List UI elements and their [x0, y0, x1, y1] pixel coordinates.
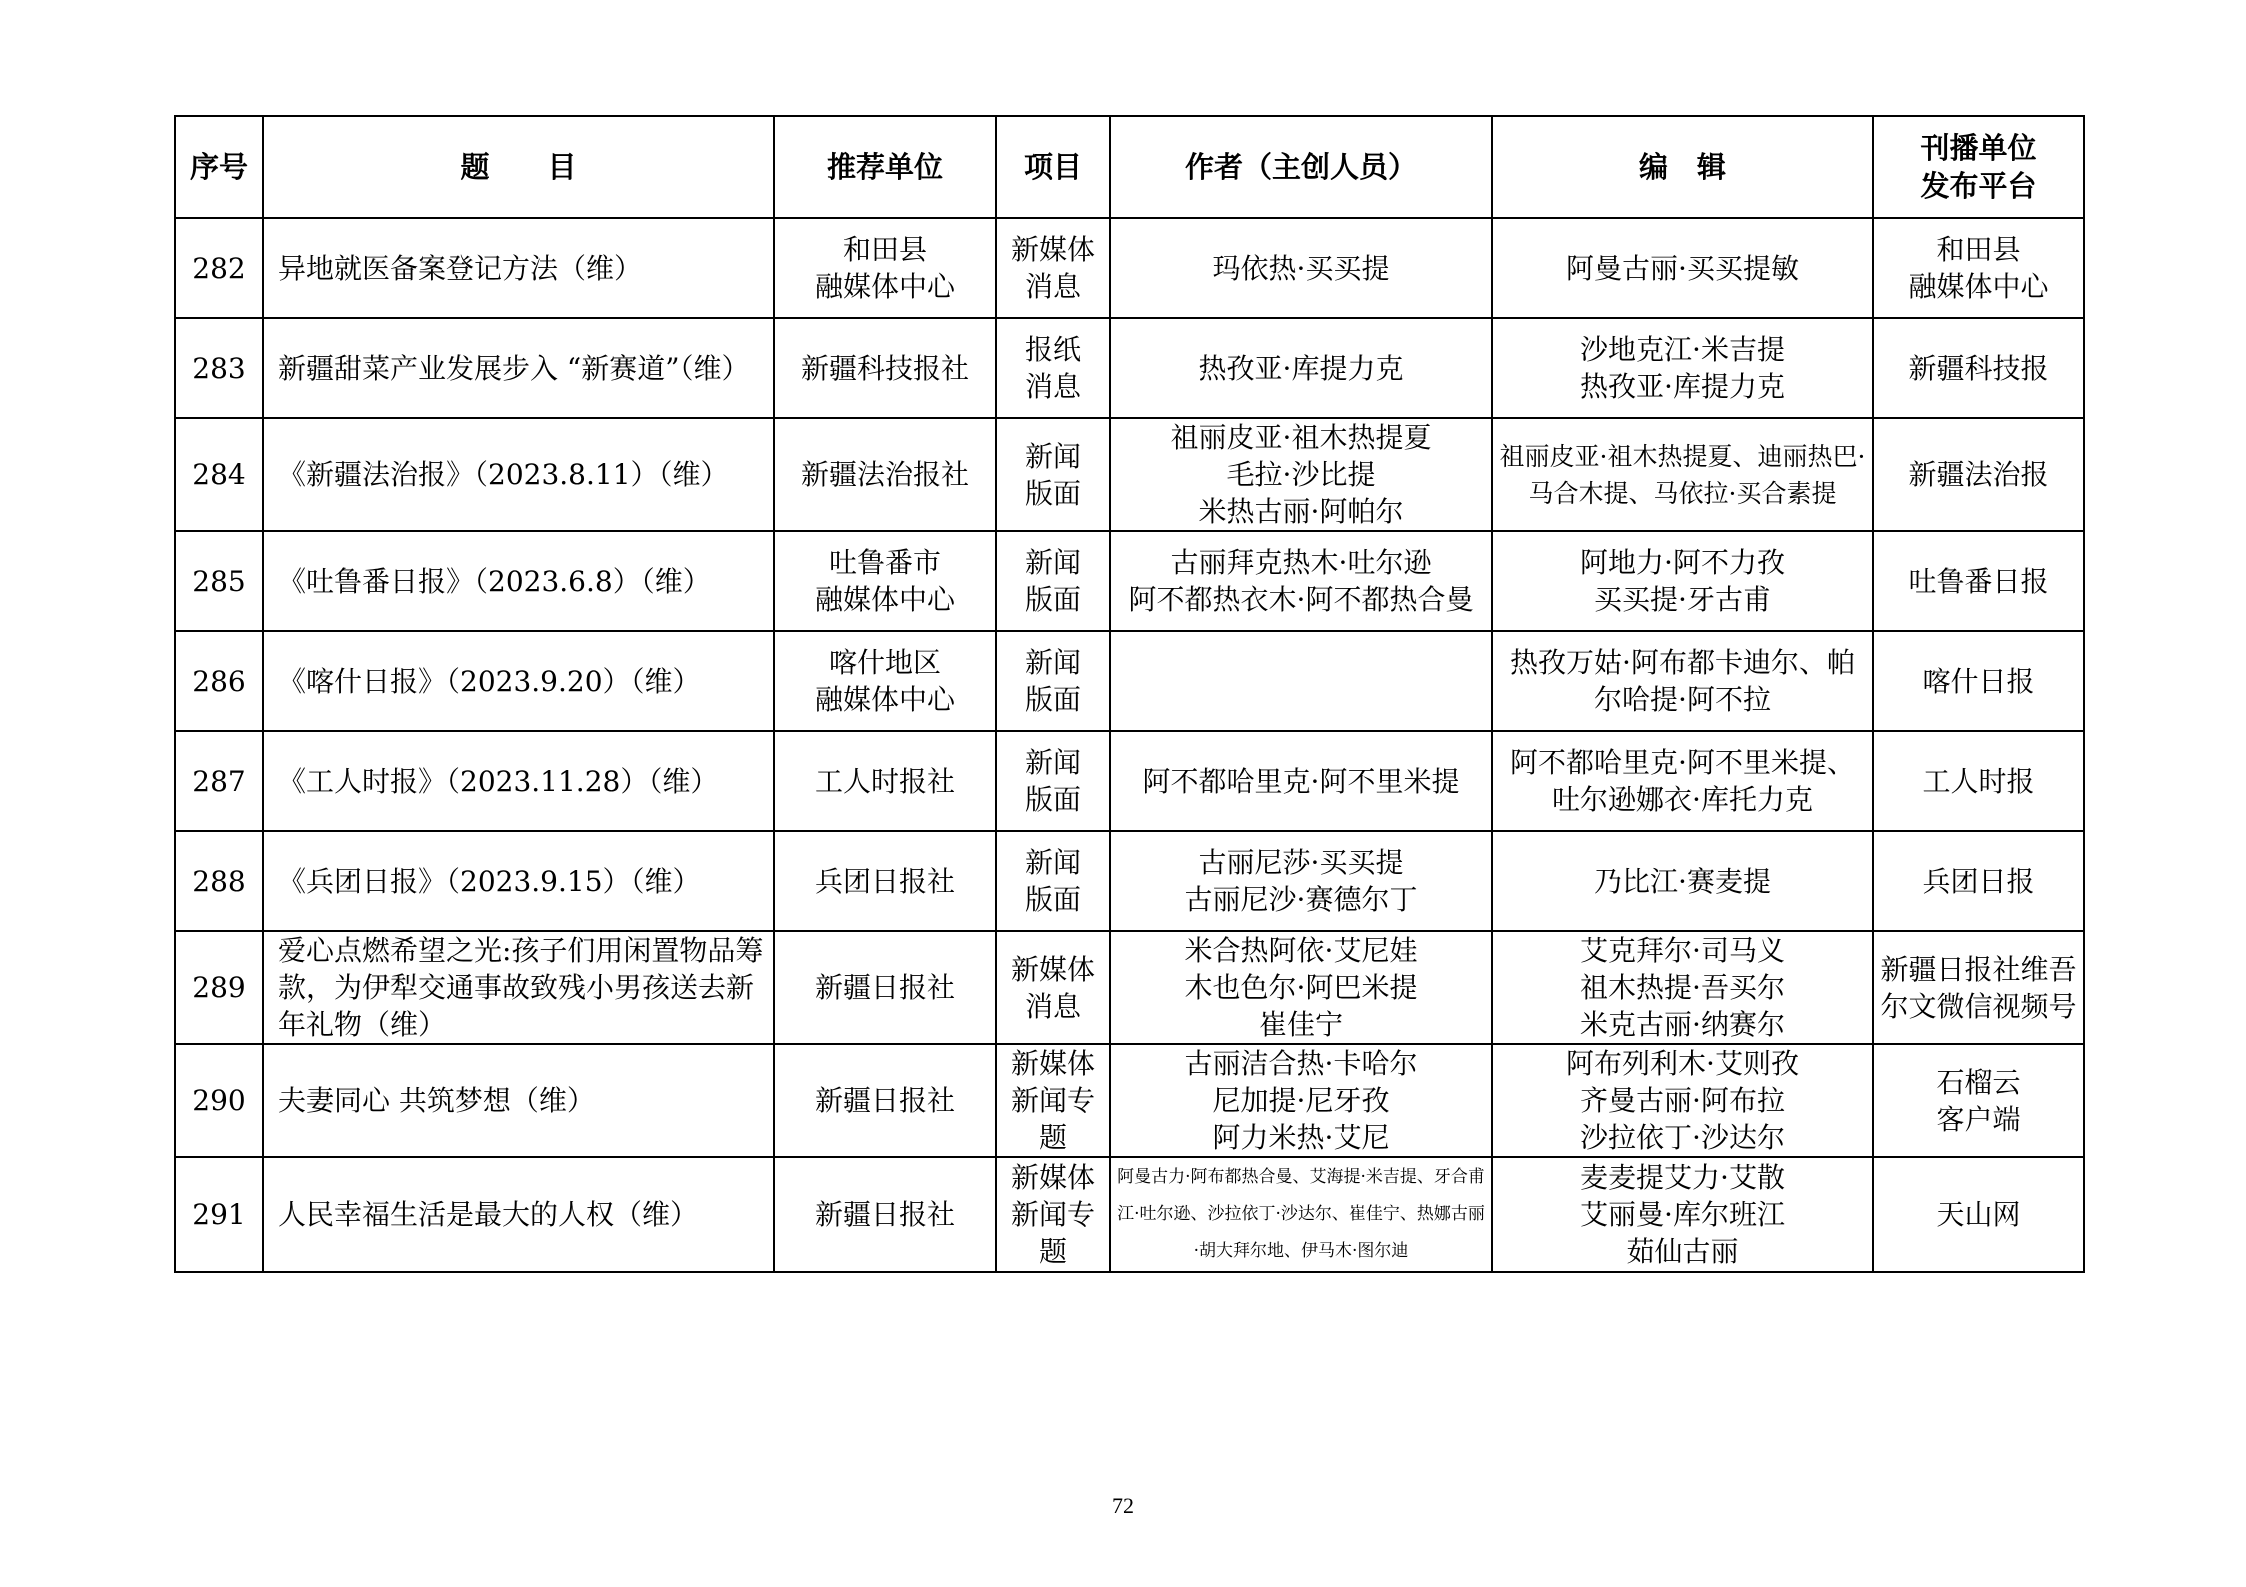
row-category — [996, 831, 1110, 931]
row-authors — [1110, 1044, 1492, 1157]
row-authors — [1110, 931, 1492, 1044]
row-editors — [1492, 731, 1873, 831]
table-row — [175, 631, 2084, 731]
header-no: 序号 — [175, 116, 263, 218]
table-row — [175, 531, 2084, 631]
row-category-line: 版面 — [1024, 583, 1081, 616]
row-recommender-line: 喀什地区 — [828, 646, 941, 679]
row-authors — [1110, 531, 1492, 631]
row-authors-line: 阿不都热衣木·阿不都热合曼 — [1128, 583, 1474, 616]
row-category-line: 新闻专 — [1010, 1198, 1095, 1231]
row-recommender-line: 新疆法治报社 — [800, 458, 969, 491]
row-editors — [1492, 631, 1873, 731]
table-row — [175, 731, 2084, 831]
row-publisher — [1873, 1044, 2084, 1157]
row-editors-line: 祖木热提·吾买尔 — [1580, 971, 1785, 1004]
row-authors-line: 米热古丽·阿帕尔 — [1198, 495, 1404, 528]
row-publisher-line: 和田县 — [1936, 233, 2021, 266]
row-authors — [1110, 1157, 1492, 1272]
row-recommender — [774, 531, 996, 631]
row-editors — [1492, 1157, 1873, 1272]
row-category-line: 版面 — [1024, 883, 1081, 916]
row-editors-line: 热孜万姑·阿布都卡迪尔、帕尔哈提·阿不拉 — [1510, 646, 1855, 716]
row-editors-line: 买买提·牙古甫 — [1594, 583, 1771, 616]
page-number: 72 — [1112, 1493, 1134, 1518]
row-category — [996, 631, 1110, 731]
row-recommender — [774, 631, 996, 731]
row-publisher-line: 石榴云 — [1936, 1065, 2021, 1099]
row-recommender-line: 兵团日报社 — [814, 864, 955, 898]
row-recommender — [774, 731, 996, 831]
row-publisher — [1873, 1157, 2084, 1272]
row-recommender — [774, 1157, 996, 1272]
header-title: 题 目 — [263, 116, 774, 218]
row-recommender-line: 新疆日报社 — [814, 1198, 955, 1231]
row-category-line: 新闻专 — [1010, 1084, 1095, 1117]
row-publisher-line: 兵团日报 — [1922, 864, 2035, 898]
row-title: 爱心点燃希望之光:孩子们用闲置物品筹款，为伊犁交通事故致残小男孩送去新年礼物（维） — [263, 931, 774, 1044]
header-row — [175, 116, 2084, 218]
row-authors-line: 尼加提·尼牙孜 — [1212, 1084, 1390, 1117]
row-number: 286 — [175, 631, 263, 731]
row-category-line: 新媒体 — [1010, 1047, 1095, 1080]
table-row — [175, 931, 2084, 1044]
row-recommender — [774, 418, 996, 531]
row-editors-line: 沙地克江·米吉提 — [1580, 333, 1785, 366]
row-title: 异地就医备案登记方法（维） — [263, 218, 774, 318]
row-category-line: 题 — [1038, 1121, 1067, 1154]
row-publisher-line: 吐鲁番日报 — [1908, 564, 2049, 598]
row-category — [996, 531, 1110, 631]
row-editors-line: 乃比江·赛麦提 — [1594, 864, 1771, 898]
row-publisher — [1873, 531, 2084, 631]
row-authors-line: 热孜亚·库提力克 — [1198, 351, 1404, 385]
row-editors-line: 热孜亚·库提力克 — [1580, 370, 1785, 403]
table-row — [175, 1157, 2084, 1272]
row-recommender — [774, 1044, 996, 1157]
row-title: 《兵团日报》（2023.9.15）（维） — [263, 831, 774, 931]
row-title: 人民幸福生活是最大的人权（维） — [263, 1157, 774, 1272]
row-editors-line: 艾克拜尔·司马义 — [1580, 934, 1785, 967]
row-editors — [1492, 931, 1873, 1044]
row-editors-line: 米克古丽·纳赛尔 — [1580, 1008, 1785, 1041]
row-authors — [1110, 418, 1492, 531]
row-publisher-line: 新疆日报社维吾尔文微信视频号 — [1880, 952, 2077, 1023]
header-category: 项目 — [996, 116, 1110, 218]
row-editors — [1492, 418, 1873, 531]
row-editors-line: 阿曼古丽·买买提敏 — [1566, 251, 1799, 285]
row-authors-line: 古丽尼沙·赛德尔丁 — [1184, 883, 1418, 916]
row-recommender-line: 吐鲁番市 — [828, 546, 941, 579]
row-number: 285 — [175, 531, 263, 631]
row-title: 《新疆法治报》（2023.8.11）（维） — [263, 418, 774, 531]
row-category — [996, 218, 1110, 318]
row-category — [996, 931, 1110, 1044]
row-category-line: 版面 — [1024, 683, 1081, 716]
row-authors-line: 木也色尔·阿巴米提 — [1184, 971, 1418, 1004]
row-number: 282 — [175, 218, 263, 318]
row-category — [996, 731, 1110, 831]
row-recommender-line: 融媒体中心 — [814, 270, 955, 303]
row-editors-line: 沙拉依丁·沙达尔 — [1580, 1121, 1785, 1154]
row-authors-line: 阿曼古力·阿布都热合曼、艾海提·米吉提、牙合甫江·吐尔逊、沙拉依丁·沙达尔、崔佳宁、热娜古丽·胡大拜尔地、伊马木·图尔迪 — [1117, 1167, 1485, 1261]
row-editors-line: 阿地力·阿不力孜 — [1580, 546, 1785, 579]
row-category-line: 新闻 — [1024, 439, 1081, 473]
row-authors-line: 祖丽皮亚·祖木热提夏 — [1170, 421, 1432, 454]
row-publisher-line: 喀什日报 — [1922, 664, 2035, 698]
row-recommender — [774, 318, 996, 418]
row-category-line: 题 — [1038, 1235, 1067, 1268]
row-editors-line: 麦麦提艾力·艾散 — [1580, 1161, 1785, 1194]
row-number: 290 — [175, 1044, 263, 1157]
row-category-line: 新闻 — [1024, 546, 1081, 579]
row-publisher-line: 新疆法治报 — [1908, 458, 2049, 491]
row-authors — [1110, 318, 1492, 418]
row-publisher-line: 天山网 — [1936, 1198, 2021, 1231]
row-category — [996, 318, 1110, 418]
row-editors-line: 茹仙古丽 — [1626, 1235, 1739, 1268]
row-recommender-line: 融媒体中心 — [814, 683, 955, 716]
header-publisher: 刊播单位 发布平台 — [1873, 116, 2084, 218]
row-editors — [1492, 218, 1873, 318]
row-number: 291 — [175, 1157, 263, 1272]
row-publisher — [1873, 631, 2084, 731]
row-category-line: 消息 — [1024, 270, 1081, 303]
row-category-line: 新媒体 — [1010, 1161, 1095, 1194]
row-category-line: 报纸 — [1024, 333, 1081, 366]
row-authors-line: 玛依热·买买提 — [1212, 251, 1390, 285]
row-recommender — [774, 831, 996, 931]
row-publisher-line: 新疆科技报 — [1908, 351, 2049, 385]
row-publisher — [1873, 731, 2084, 831]
row-category-line: 新闻 — [1024, 646, 1081, 679]
row-recommender — [774, 931, 996, 1044]
row-number: 288 — [175, 831, 263, 931]
row-editors-line: 阿不都哈里克·阿不里米提、吐尔逊娜衣·库托力克 — [1510, 746, 1855, 816]
row-title: 《吐鲁番日报》（2023.6.8）（维） — [263, 531, 774, 631]
row-editors — [1492, 1044, 1873, 1157]
row-publisher — [1873, 318, 2084, 418]
row-recommender-line: 新疆科技报社 — [800, 351, 969, 385]
table-body — [175, 218, 2084, 1272]
row-publisher — [1873, 218, 2084, 318]
row-editors-line: 齐曼古丽·阿布拉 — [1580, 1084, 1785, 1117]
row-editors-line: 艾丽曼·库尔班江 — [1580, 1198, 1785, 1231]
row-authors — [1110, 731, 1492, 831]
row-publisher — [1873, 831, 2084, 931]
row-publisher — [1873, 418, 2084, 531]
header-authors: 作者（主创人员） — [1110, 116, 1492, 218]
row-category — [996, 418, 1110, 531]
table-row — [175, 418, 2084, 531]
row-publisher-line: 工人时报 — [1922, 764, 2035, 798]
header-recommender: 推荐单位 — [774, 116, 996, 218]
row-authors-line: 阿力米热·艾尼 — [1212, 1121, 1390, 1154]
row-title: 夫妻同心 共筑梦想（维） — [263, 1044, 774, 1157]
row-title: 《工人时报》（2023.11.28）（维） — [263, 731, 774, 831]
row-recommender — [774, 218, 996, 318]
row-title: 新疆甜菜产业发展步入 “新赛道”（维） — [263, 318, 774, 418]
table-row — [175, 318, 2084, 418]
row-editors-line: 祖丽皮亚·祖木热提夏、迪丽热巴·马合木提、马依拉·买合素提 — [1499, 441, 1866, 508]
row-authors-line: 古丽尼莎·买买提 — [1198, 846, 1404, 879]
row-number: 287 — [175, 731, 263, 831]
row-category-line: 新媒体 — [1010, 952, 1095, 986]
table-row — [175, 218, 2084, 318]
row-recommender-line: 新疆日报社 — [814, 1084, 955, 1117]
row-publisher-line: 融媒体中心 — [1908, 270, 2049, 303]
row-recommender-line: 工人时报社 — [814, 764, 955, 798]
row-authors-line: 毛拉·沙比提 — [1226, 458, 1376, 491]
row-number: 289 — [175, 931, 263, 1044]
row-editors — [1492, 831, 1873, 931]
row-authors-line: 古丽拜克热木·吐尔逊 — [1170, 546, 1432, 579]
row-number: 284 — [175, 418, 263, 531]
row-title: 《喀什日报》（2023.9.20）（维） — [263, 631, 774, 731]
row-editors-line: 阿布列利木·艾则孜 — [1566, 1047, 1799, 1080]
row-category-line: 消息 — [1024, 370, 1081, 403]
row-recommender-line: 融媒体中心 — [814, 583, 955, 616]
row-category-line: 版面 — [1024, 476, 1081, 510]
row-category-line: 版面 — [1024, 783, 1081, 816]
row-authors-line: 古丽洁合热·卡哈尔 — [1184, 1047, 1418, 1080]
row-recommender-line: 和田县 — [842, 233, 927, 266]
table-row — [175, 1044, 2084, 1157]
row-publisher — [1873, 931, 2084, 1044]
row-authors-line: 米合热阿依·艾尼娃 — [1184, 934, 1418, 967]
row-authors — [1110, 631, 1492, 731]
row-editors — [1492, 531, 1873, 631]
row-authors — [1110, 218, 1492, 318]
row-editors — [1492, 318, 1873, 418]
row-authors — [1110, 831, 1492, 931]
award-table — [174, 115, 2085, 1273]
table-row — [175, 831, 2084, 931]
row-category — [996, 1157, 1110, 1272]
header-editors: 编 辑 — [1492, 116, 1873, 218]
row-category-line: 消息 — [1024, 989, 1081, 1023]
row-category-line: 新闻 — [1024, 746, 1081, 779]
row-category — [996, 1044, 1110, 1157]
row-publisher-line: 客户端 — [1936, 1102, 2021, 1136]
row-category-line: 新媒体 — [1010, 233, 1095, 266]
row-recommender-line: 新疆日报社 — [814, 971, 955, 1004]
row-authors-line: 崔佳宁 — [1258, 1008, 1343, 1041]
row-category-line: 新闻 — [1024, 846, 1081, 879]
row-number: 283 — [175, 318, 263, 418]
row-authors-line: 阿不都哈里克·阿不里米提 — [1142, 764, 1460, 798]
